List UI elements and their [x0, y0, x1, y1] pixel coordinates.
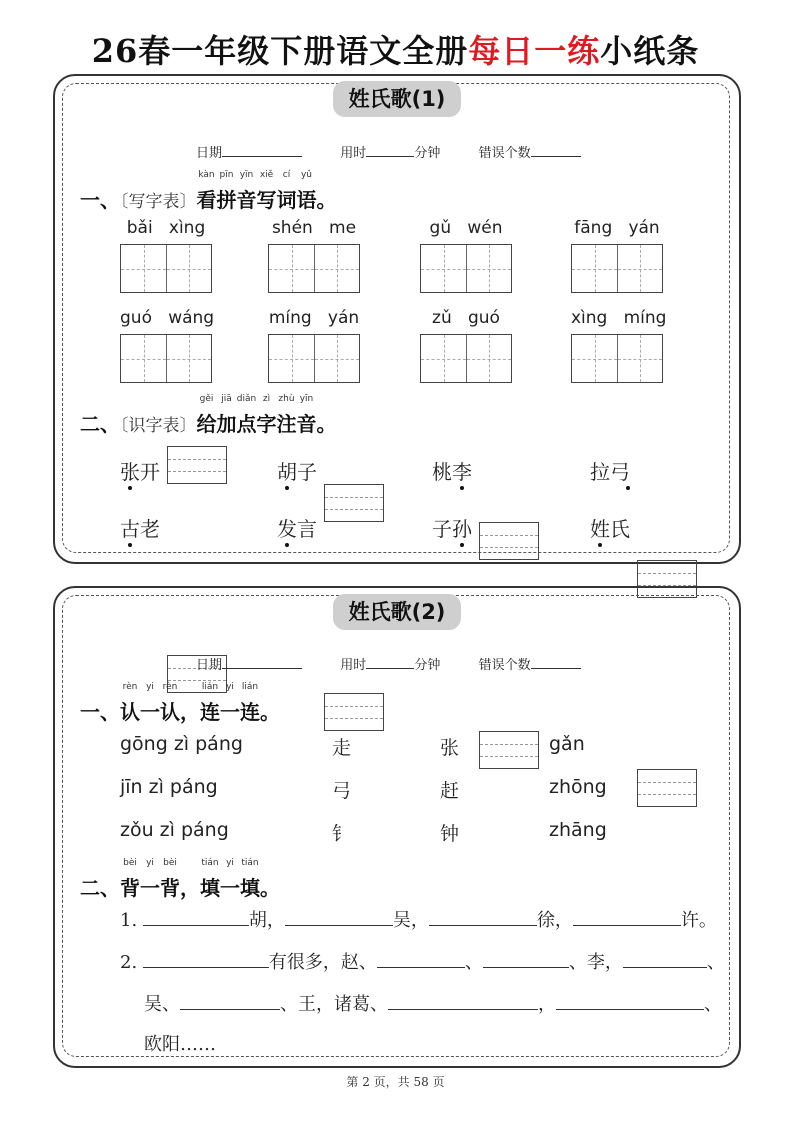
fill-text: 吴、 [144, 994, 180, 1015]
heading-char: 拼 [216, 188, 237, 212]
heading-char: 一 [220, 876, 240, 900]
tianzige-grid[interactable] [120, 244, 212, 293]
pinyin-prompt [571, 308, 667, 328]
pinyin-prompt [420, 308, 512, 328]
page-footer: 第 2 页，共 58 页 [346, 1075, 445, 1089]
fill-text: 许。 [680, 910, 717, 931]
heading-char: 连 [240, 700, 260, 724]
guide-line [638, 573, 696, 574]
tianzige-cell[interactable] [617, 335, 662, 382]
heading-char: 音 [296, 412, 317, 436]
ruby-char [196, 394, 217, 437]
worksheet-2-meta [196, 654, 581, 673]
pinyin-prompt [571, 218, 663, 238]
tianzige-cell[interactable] [166, 245, 211, 292]
ruby-char [220, 858, 240, 901]
heading-char: 连 [200, 700, 220, 724]
ruby-char [256, 170, 277, 213]
errors-label: 错误个数 [478, 658, 531, 673]
ruby-char [200, 858, 220, 901]
pinyin-prompt [420, 218, 512, 238]
ruby-char [140, 682, 160, 725]
ruby-char [296, 170, 317, 213]
ruby-char [240, 858, 260, 901]
emphasis-dot [460, 543, 464, 547]
pinyin-answer-box[interactable] [167, 446, 227, 484]
fill-text: ， [538, 994, 556, 1015]
char-option[interactable]: 赶 [440, 780, 460, 802]
heading-char: 字 [256, 412, 277, 436]
fill-line-2 [120, 948, 725, 974]
section-bracket: 〔写字表〕 [120, 192, 197, 212]
worksheet-2-section-1-heading [80, 682, 280, 725]
ruby-char [140, 858, 160, 901]
emphasis-dot [285, 543, 289, 547]
tianzige-cell[interactable] [314, 245, 359, 292]
heading-char: 看 [196, 188, 217, 212]
marked-word: 桃李 [432, 460, 472, 484]
tianzige-grid[interactable] [571, 244, 663, 293]
tianzige-cell[interactable] [617, 245, 662, 292]
guide-line [480, 547, 538, 548]
fill-text: 、李， [568, 952, 623, 973]
pinyin-syllable: shén [271, 218, 313, 238]
worksheet-2-section-2-heading [80, 858, 280, 901]
heading-char: 写 [256, 188, 277, 212]
ruby-char [240, 682, 260, 725]
errors-label: 错误个数 [478, 146, 531, 161]
radical-char[interactable]: 走 [332, 737, 352, 759]
pinyin-syllable: xìng [168, 218, 206, 238]
pinyin-syllable: míng [268, 308, 312, 328]
fill-text: 、 [704, 994, 722, 1015]
marked-word: 发言 [277, 517, 317, 541]
ruby-char [276, 394, 297, 437]
radical-pinyin[interactable]: jīn zì páng [120, 776, 218, 798]
emphasis-dot [285, 486, 289, 490]
ruby-char [216, 170, 237, 213]
section-number: 二、 [80, 876, 120, 900]
fill-line-4 [144, 1030, 216, 1056]
tianzige-grid[interactable] [268, 334, 360, 383]
guide-line [480, 535, 538, 536]
section-bracket: 〔识字表〕 [120, 416, 197, 436]
ruby-char [120, 682, 140, 725]
pinyin-annotation: yi [226, 858, 234, 868]
pinyin-syllable: bǎi [126, 218, 153, 238]
tianzige-cell[interactable] [269, 335, 314, 382]
heading-char: 认 [160, 700, 180, 724]
guide-line [168, 471, 226, 472]
emphasis-dot [598, 543, 602, 547]
time-blank[interactable] [366, 656, 414, 669]
tianzige-cell[interactable] [421, 245, 466, 292]
heading-char: 词 [276, 188, 297, 212]
tianzige-cell[interactable] [466, 335, 511, 382]
pinyin-annotation: lián [241, 682, 259, 692]
heading-char: 一 [140, 876, 160, 900]
title-part-1: 26春一年级下册语文全册 [91, 32, 469, 70]
tianzige-cell[interactable] [166, 335, 211, 382]
pinyin-answer-box[interactable] [479, 522, 539, 560]
heading-char: 音 [236, 188, 257, 212]
pinyin-annotation: yi [146, 858, 154, 868]
fill-text: 、 [464, 952, 483, 973]
fill-blank[interactable] [180, 991, 280, 1010]
date-label: 日期 [196, 658, 223, 673]
guide-line [325, 497, 383, 498]
heading-char: 一 [140, 700, 160, 724]
ruby-char [180, 872, 200, 901]
pinyin-annotation: gěi [199, 394, 214, 404]
radical-pinyin[interactable]: gōng zì páng [120, 733, 243, 755]
pinyin-prompt [120, 218, 212, 238]
ruby-char [276, 170, 297, 213]
heading-char: 语 [296, 188, 317, 212]
heading-char: 注 [276, 412, 297, 436]
tianzige-grid[interactable] [420, 244, 512, 293]
ruby-char [120, 858, 140, 901]
heading-char: 一 [220, 700, 240, 724]
ruby-char [296, 394, 317, 437]
radical-char[interactable]: 弓 [332, 780, 352, 802]
pinyin-annotation: bèi [123, 858, 137, 868]
char-pinyin[interactable]: gǎn [549, 733, 585, 755]
worksheet-1-section-1-heading [80, 170, 337, 213]
fill-blank[interactable] [429, 907, 537, 926]
pinyin-annotation: xiě [259, 170, 274, 180]
pinyin-syllable: yán [327, 308, 360, 328]
fill-text: 欧阳…… [144, 1034, 216, 1055]
section-end: 。 [316, 412, 337, 436]
pinyin-syllable: me [329, 218, 357, 238]
pinyin-syllable: fāng [574, 218, 613, 238]
fill-blank[interactable] [143, 907, 249, 926]
fill-blank[interactable] [143, 949, 269, 968]
radical-pinyin[interactable]: zǒu zì páng [120, 819, 229, 841]
tianzige-cell[interactable] [269, 245, 314, 292]
pinyin-syllable: wén [467, 218, 503, 238]
worksheet-2-tab: 姓氏歌(2) [333, 594, 461, 630]
pinyin-annotation: yīn [239, 170, 254, 180]
tianzige-cell[interactable] [572, 335, 617, 382]
errors-blank[interactable] [531, 144, 581, 157]
heading-char: 背 [120, 876, 140, 900]
pinyin-annotation: rèn [122, 682, 138, 692]
tianzige-grid[interactable] [120, 334, 212, 383]
title-part-3: 小纸条 [600, 32, 700, 70]
ruby-char [180, 696, 200, 725]
heading-char: 点 [236, 412, 257, 436]
heading-char: 加 [216, 412, 237, 436]
ruby-char [196, 170, 217, 213]
date-blank[interactable] [222, 144, 302, 157]
marked-word: 胡子 [277, 460, 317, 484]
tianzige-cell[interactable] [121, 245, 166, 292]
fill-blank[interactable] [388, 991, 538, 1010]
minutes-label: 分钟 [414, 146, 441, 161]
emphasis-dot [128, 543, 132, 547]
pinyin-annotation: yi [226, 682, 234, 692]
pinyin-syllable: xìng [571, 308, 608, 328]
pinyin-annotation: zhù [278, 394, 295, 404]
pinyin-annotation: pīn [219, 170, 234, 180]
fill-blank[interactable] [285, 907, 393, 926]
pinyin-syllable: míng [623, 308, 667, 328]
ruby-char [160, 682, 180, 725]
fill-text: 胡， [248, 910, 285, 931]
section-end: 。 [260, 700, 280, 724]
fill-blank[interactable] [623, 949, 707, 968]
guide-line [168, 459, 226, 460]
pinyin-answer-box[interactable] [324, 484, 384, 522]
tianzige-cell[interactable] [121, 335, 166, 382]
tianzige-grid[interactable] [268, 244, 360, 293]
pinyin-syllable: guó [120, 308, 152, 328]
pinyin-annotation: lián [201, 682, 219, 692]
fill-blank[interactable] [377, 949, 465, 968]
pinyin-annotation: rèn [162, 682, 178, 692]
pinyin-annotation: yi [146, 682, 154, 692]
pinyin-prompt [268, 218, 360, 238]
emphasis-dot [460, 486, 464, 490]
tianzige-cell[interactable] [572, 245, 617, 292]
pinyin-syllable: yán [628, 218, 660, 238]
errors-blank[interactable] [531, 656, 581, 669]
emphasis-dot [128, 486, 132, 490]
marked-word: 张开 [120, 460, 160, 484]
document-title [0, 26, 791, 72]
heading-char: ， [180, 700, 200, 724]
marked-word: 姓氏 [590, 517, 630, 541]
fill-text: 、王，诸葛、 [280, 994, 388, 1015]
section-number: 一、 [80, 700, 120, 724]
heading-char: 填 [240, 876, 260, 900]
fill-blank[interactable] [556, 991, 704, 1010]
ruby-char [200, 682, 220, 725]
tianzige-cell[interactable] [314, 335, 359, 382]
section-end: 。 [260, 876, 280, 900]
time-blank[interactable] [366, 144, 414, 157]
pinyin-prompt [120, 308, 215, 328]
pinyin-prompt [268, 308, 360, 328]
heading-char: 填 [200, 876, 220, 900]
radical-char[interactable]: 钅 [332, 823, 352, 845]
pinyin-annotation: kàn [198, 170, 215, 180]
pinyin-annotation: jiā [221, 394, 232, 404]
fill-text: 徐， [536, 910, 573, 931]
tianzige-grid[interactable] [420, 334, 512, 383]
section-number: 二、 [80, 412, 120, 436]
marked-word: 子孙 [432, 517, 472, 541]
pinyin-syllable: zǔ [432, 308, 452, 328]
line-number: 1. [120, 910, 138, 931]
pinyin-annotation: zì [262, 394, 271, 404]
pinyin-annotation: bèi [163, 858, 177, 868]
date-blank[interactable] [222, 656, 302, 669]
line-number: 2. [120, 952, 138, 973]
pinyin-syllable: wáng [168, 308, 215, 328]
pinyin-annotation: diǎn [236, 394, 257, 404]
fill-line-3 [144, 990, 722, 1016]
minutes-label: 分钟 [414, 658, 441, 673]
char-pinyin[interactable]: zhōng [549, 776, 607, 798]
heading-char: ， [180, 876, 200, 900]
ruby-char [236, 170, 257, 213]
heading-char: 给 [196, 412, 217, 436]
fill-line-1 [120, 906, 717, 932]
char-option[interactable]: 张 [440, 737, 460, 759]
fill-text: 吴， [392, 910, 429, 931]
char-option[interactable]: 钟 [440, 823, 460, 845]
pinyin-annotation: tián [201, 858, 219, 868]
tianzige-cell[interactable] [421, 335, 466, 382]
fill-blank[interactable] [573, 907, 681, 926]
worksheet-1-meta [196, 142, 581, 161]
heading-char: 认 [120, 700, 140, 724]
marked-word: 古老 [120, 517, 160, 541]
worksheet-1-tab: 姓氏歌(1) [333, 81, 461, 117]
marked-word: 拉弓 [590, 460, 630, 484]
pinyin-syllable: gǔ [429, 218, 452, 238]
time-label: 用时 [340, 146, 367, 161]
date-label: 日期 [196, 146, 223, 161]
tianzige-grid[interactable] [571, 334, 663, 383]
ruby-char [220, 682, 240, 725]
fill-blank[interactable] [483, 949, 569, 968]
ruby-char [216, 394, 237, 437]
ruby-char [236, 394, 257, 437]
emphasis-dot [626, 486, 630, 490]
heading-char: 背 [160, 876, 180, 900]
fill-text: 、 [706, 952, 725, 973]
fill-text: 有很多，赵、 [268, 952, 377, 973]
pinyin-annotation: tián [241, 858, 259, 868]
char-pinyin[interactable]: zhāng [549, 819, 607, 841]
ruby-char [160, 858, 180, 901]
guide-line [325, 509, 383, 510]
ruby-char [256, 394, 277, 437]
worksheet-1-section-2-heading [80, 394, 337, 437]
section-number: 一、 [80, 188, 120, 212]
time-label: 用时 [340, 658, 367, 673]
pinyin-annotation: yǔ [300, 170, 313, 180]
pinyin-syllable: guó [467, 308, 500, 328]
title-part-2-highlight: 每日一练 [468, 32, 601, 70]
pinyin-annotation: yīn [299, 394, 314, 404]
tianzige-cell[interactable] [466, 245, 511, 292]
pinyin-annotation: cí [282, 170, 291, 180]
section-end: 。 [316, 188, 337, 212]
